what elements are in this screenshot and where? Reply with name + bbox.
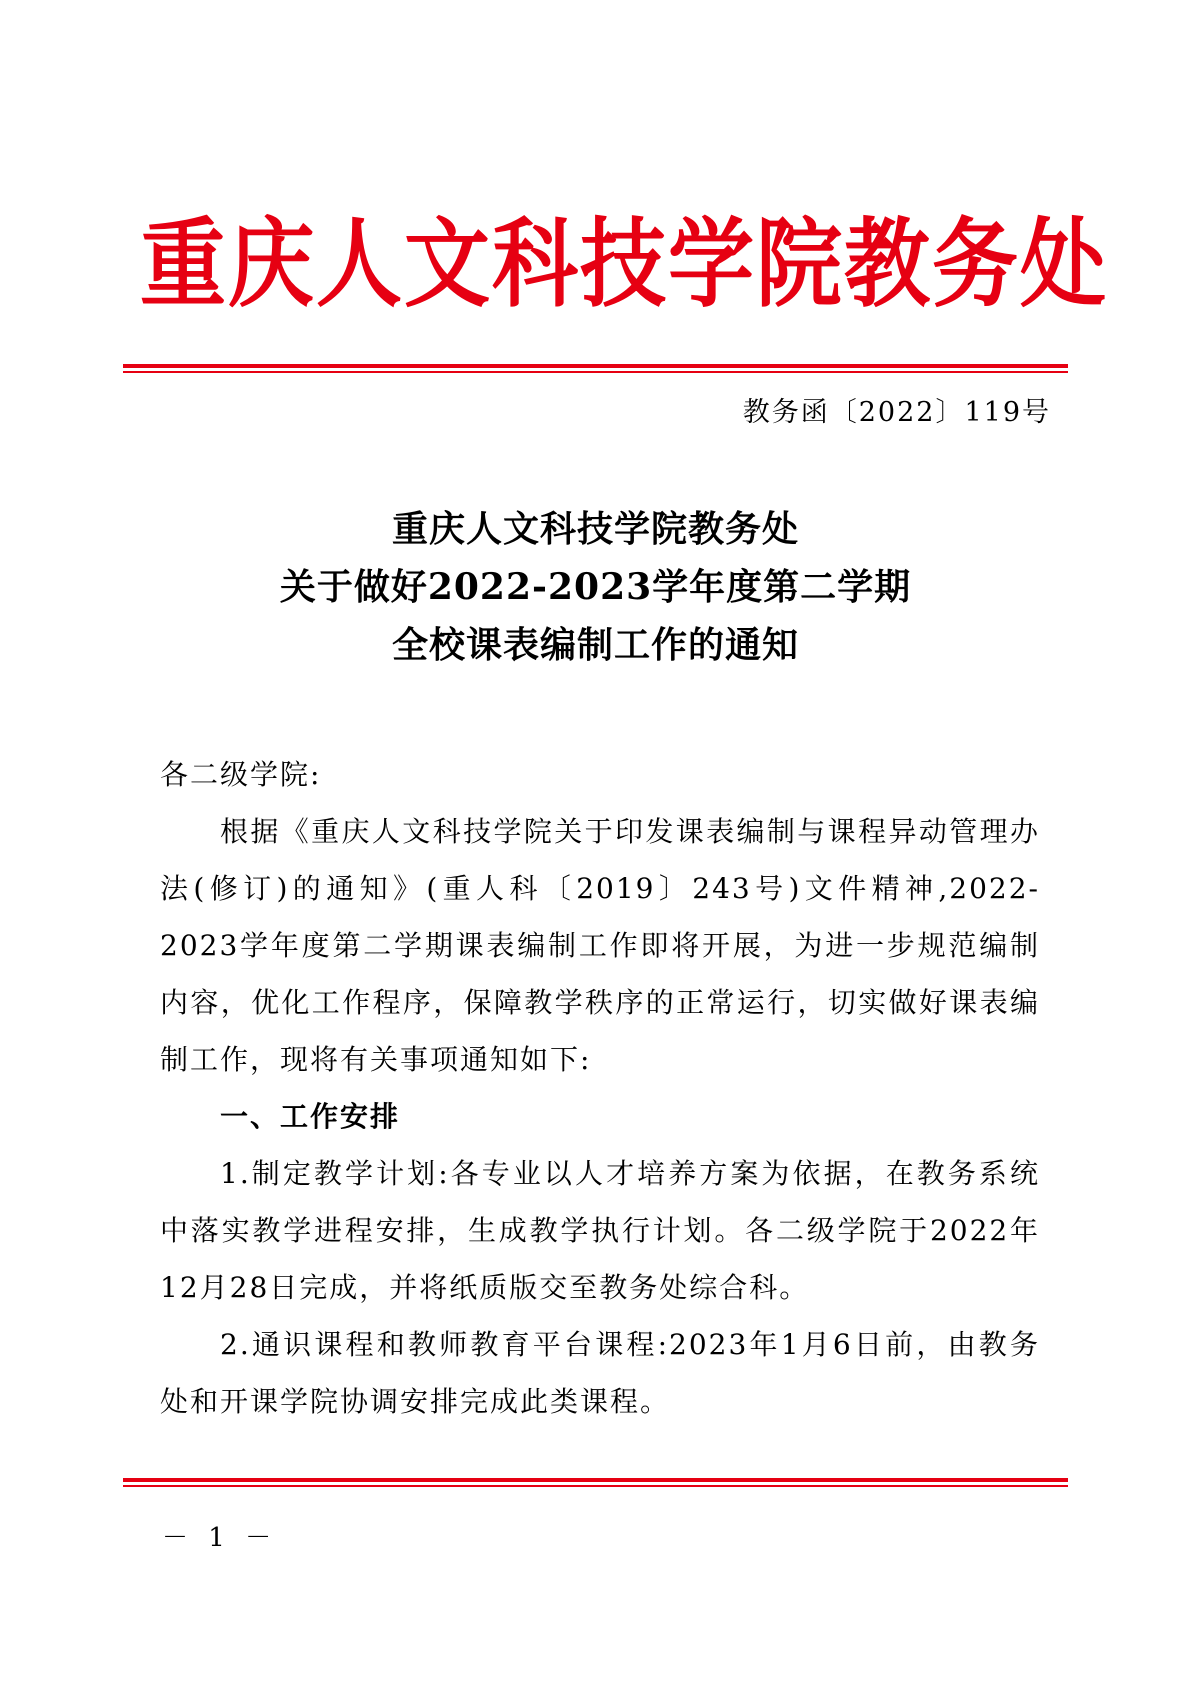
letterhead-org-name: 重庆人文科技学院教务处: [140, 209, 1108, 321]
red-rule-thin-line: [123, 371, 1068, 373]
document-number: 教务函〔2022〕119号: [742, 397, 1051, 428]
red-rule-thick-line: [123, 1478, 1068, 1482]
letterhead-red-rule: [123, 364, 1068, 374]
page-number: － 1 －: [162, 1523, 278, 1553]
title-line: 全校课表编制工作的通知: [391, 624, 799, 666]
body-paragraph: 2.通识课程和教师教育平台课程:2023年1月6日前，由教务处和开课学院协调安排完成此类课程。: [160, 1328, 1040, 1418]
document-title: [123, 500, 1068, 674]
section-heading: 一、工作安排: [220, 1100, 401, 1133]
document-body: [160, 746, 1040, 1430]
salutation: 各二级学院:: [160, 758, 322, 791]
body-paragraph: 1.制定教学计划:各专业以人才培养方案为依据，在教务系统中落实教学进程安排，生成教学执行计划。各二级学院于2022年12月28日完成，并将纸质版交至教务处综合科。: [160, 1157, 1040, 1304]
red-rule-thin-line: [123, 1485, 1068, 1487]
title-line: 关于做好2022-2023学年度第二学期: [279, 566, 912, 608]
title-line: 重庆人文科技学院教务处: [391, 508, 799, 550]
body-paragraph: 根据《重庆人文科技学院关于印发课表编制与课程异动管理办法(修订)的通知》(重人科〔2019〕243号)文件精神,2022-2023学年度第二学期课表编制工作即将开展，为进一步规范编制内容，优化工作程序，保障教学秩序的正常运行，切实做好课表编制工作，现将有关事项通知如下:: [160, 815, 1040, 1076]
footer-red-rule: [123, 1478, 1068, 1488]
red-rule-thick-line: [123, 364, 1068, 368]
